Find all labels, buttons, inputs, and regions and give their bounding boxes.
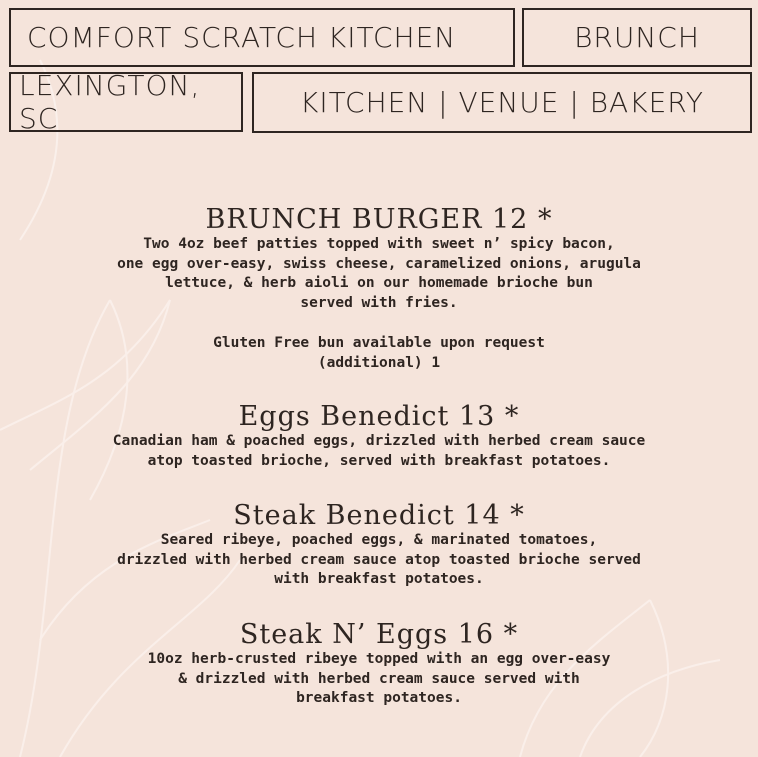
menu-section-title: BRUNCH (574, 21, 700, 54)
menu-item-steak-n-eggs (0, 620, 758, 709)
restaurant-name-box (9, 8, 515, 67)
restaurant-name: COMFORT SCRATCH KITCHEN (27, 21, 457, 54)
menu-item-description: Canadian ham & poached eggs, drizzled with herbed cream sauce atop toasted brioche, served with breakfast potatoes. (112, 433, 646, 469)
location-label: LEXINGTON, SC (19, 69, 201, 135)
menu-item-title: Steak Benedict 14 * (233, 500, 525, 531)
menu-item-brunch-burger (0, 205, 758, 313)
menu-item-description: Two 4oz beef patties topped with sweet n’ spicy bacon, one egg over-easy, swiss cheese, caramelized onions, arugula lettuce, & herb aioli on our homemade brioche bun served with fries. (117, 236, 641, 311)
menu-item-note: Gluten Free bun available upon request (additional) 1 (213, 335, 545, 371)
menu-item-title: Steak N’ Eggs 16 * (239, 619, 519, 650)
menu-item-description: Seared ribeye, poached eggs, & marinated tomatoes, drizzled with herbed cream sauce atop toasted brioche served with breakfast potatoes. (117, 532, 641, 587)
gluten-free-note (0, 334, 758, 373)
tagline-label: KITCHEN | VENUE | BAKERY (299, 86, 705, 119)
menu-item-description: 10oz herb-crusted ribeye topped with an egg over-easy & drizzled with herbed cream sauce served with breakfast potatoes. (147, 651, 611, 706)
location-box (9, 69, 243, 135)
menu-item-title: Eggs Benedict 13 * (238, 401, 520, 432)
menu-item-title: BRUNCH BURGER 12 * (205, 204, 553, 235)
menu-item-eggs-benedict (0, 402, 758, 471)
tagline-box (252, 72, 752, 133)
menu-section-box (522, 8, 752, 67)
menu-item-steak-benedict (0, 501, 758, 590)
